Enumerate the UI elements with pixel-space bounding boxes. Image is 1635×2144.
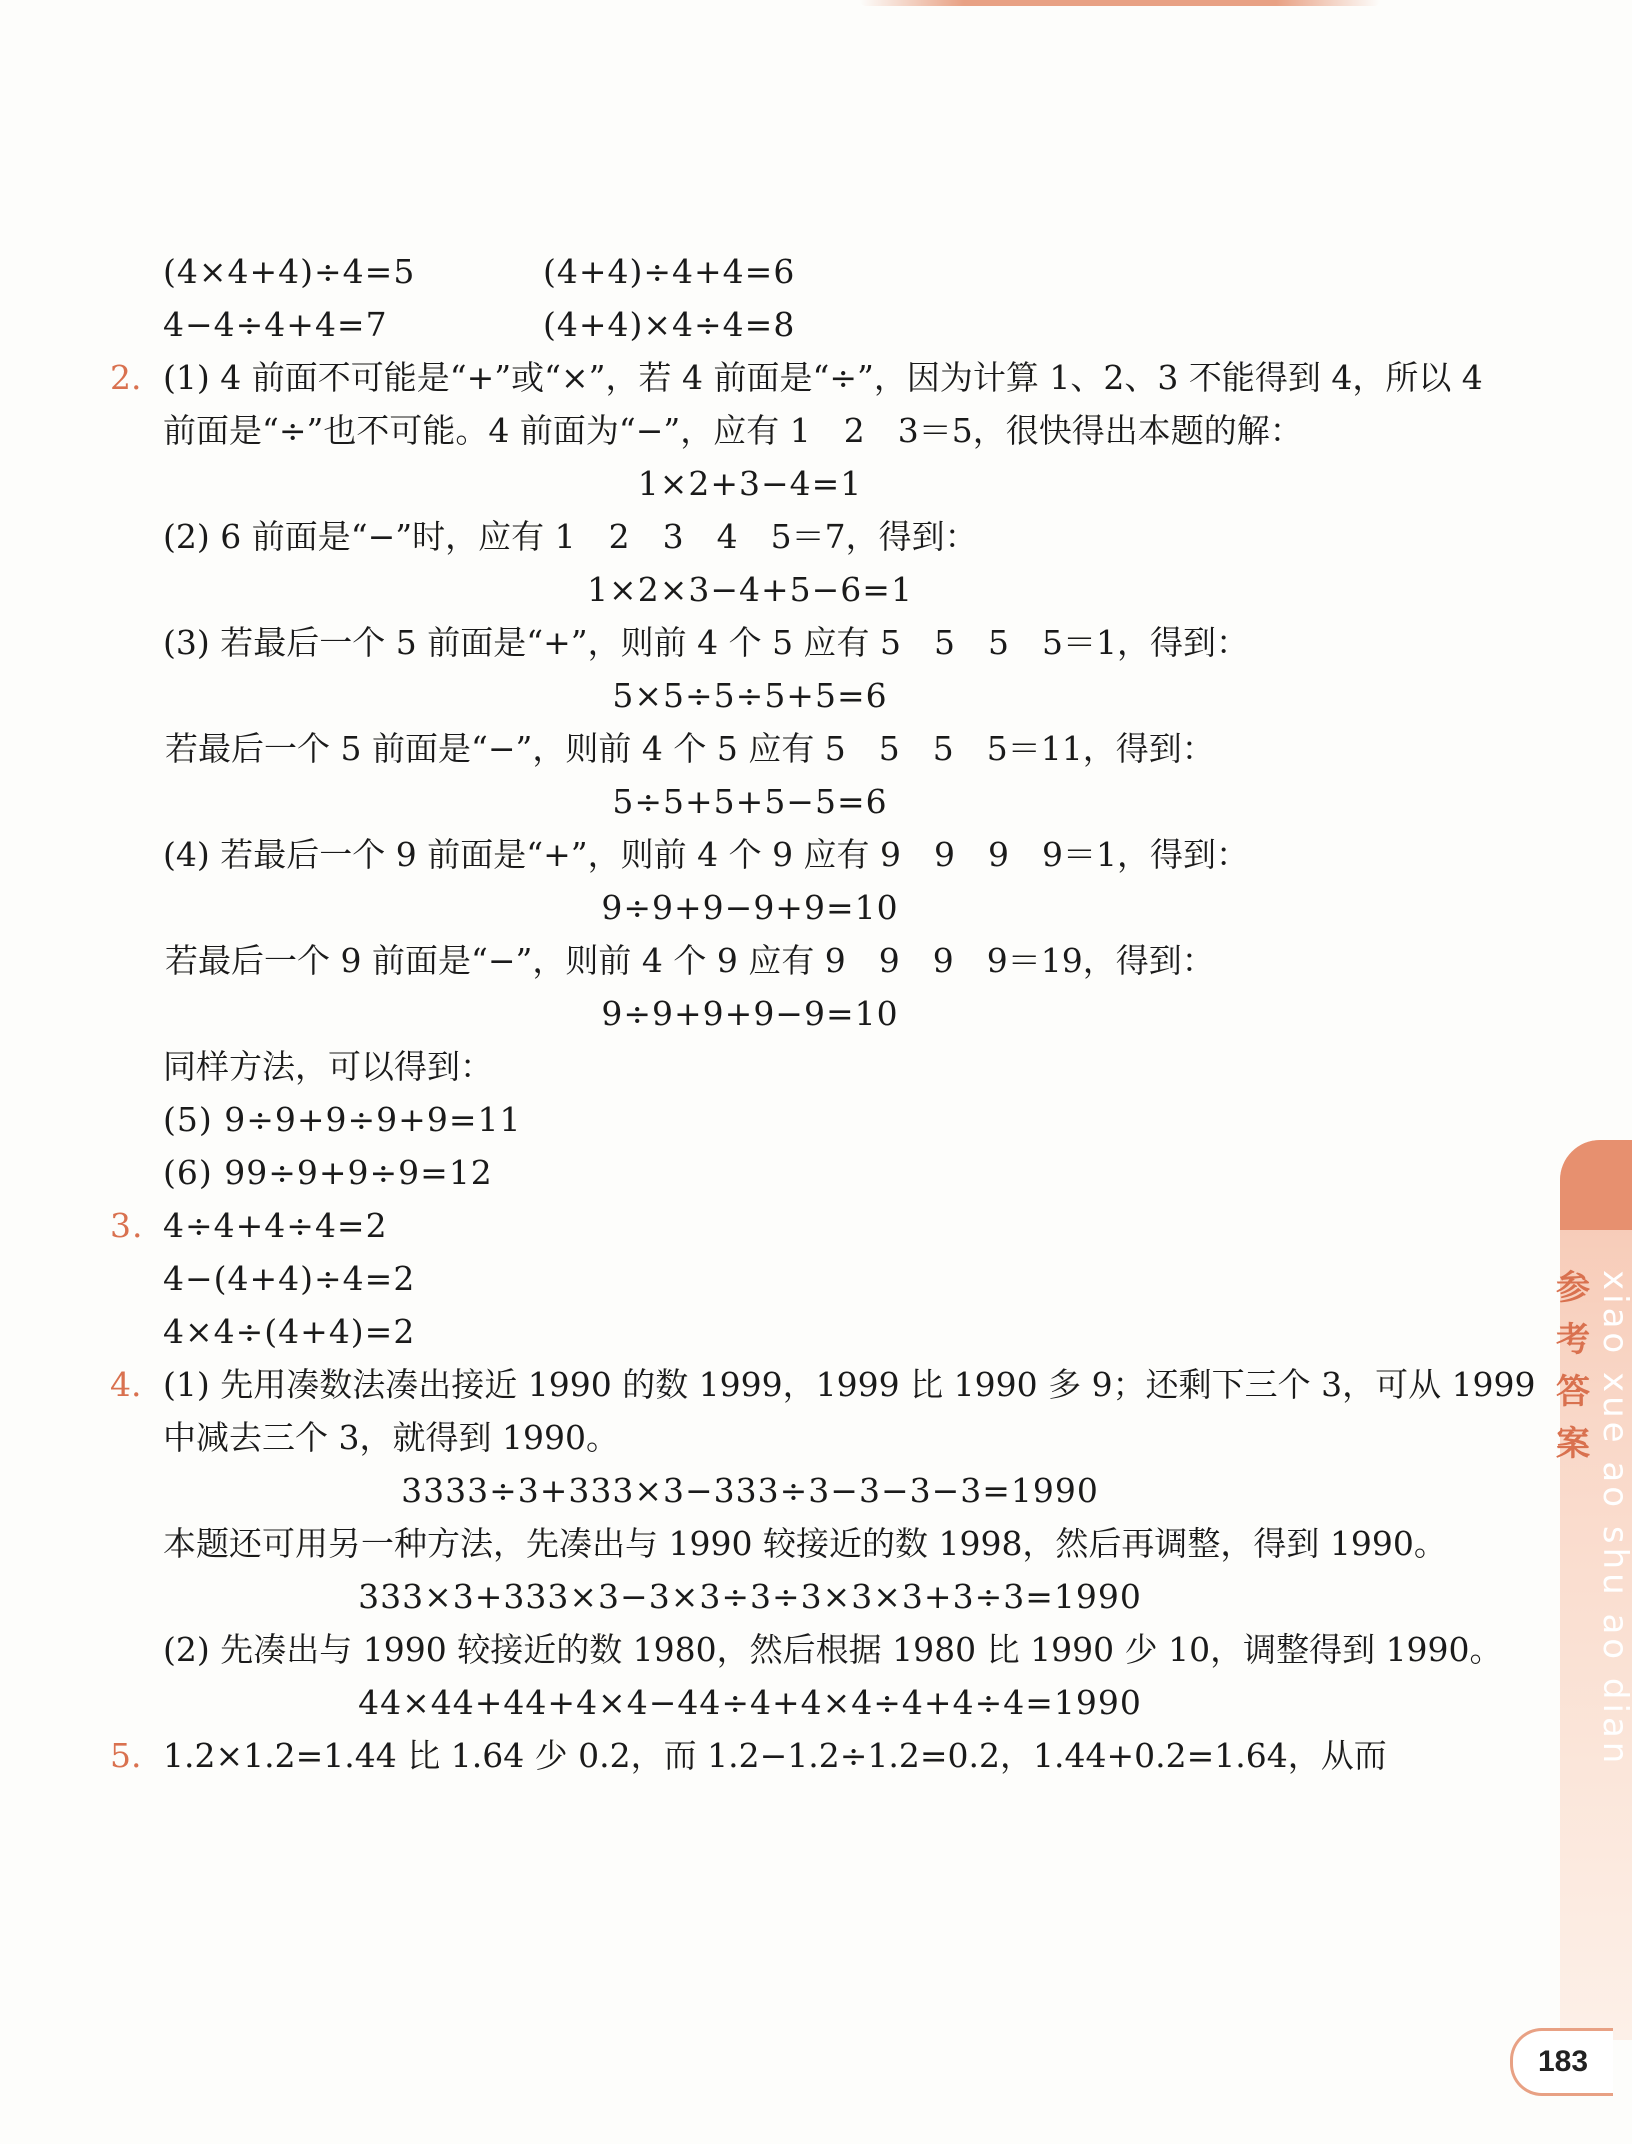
question-2-line xyxy=(110,351,1483,404)
formula-line: 5÷5+5+5−5=6 xyxy=(612,782,888,821)
text: (1) 先用凑数法凑出接近 1990 的数 1999，1999 比 1990 多 9；还剩下三个 3，可从 1999 xyxy=(163,1365,1536,1404)
page-number: 183 xyxy=(1510,2028,1613,2096)
formula-line: 9÷9+9−9+9=10 xyxy=(601,888,899,927)
side-tab-pinyin: xiao xue ao shu ao dian xyxy=(1595,1270,1635,1768)
formula: (4×4+4)÷4=5 xyxy=(163,252,416,291)
text: (1) 4 前面不可能是“+”或“×”，若 4 前面是“÷”，因为计算 1、2、3 不能得到 4，所以 4 xyxy=(163,358,1483,397)
text-line: 若最后一个 5 前面是“−”，则前 4 个 5 应有 5 5 5 5＝11，得到： xyxy=(165,729,1215,768)
line-formula-pair xyxy=(110,245,1480,298)
question-number: 5. xyxy=(110,1736,142,1775)
side-tab-head xyxy=(1560,1140,1632,1230)
formula-line: 44×44+44+4×4−44÷4+4×4÷4+4÷4=1990 xyxy=(358,1683,1142,1722)
text-line: (4) 若最后一个 9 前面是“+”，则前 4 个 9 应有 9 9 9 9＝1，得到： xyxy=(163,835,1250,874)
text-line: 中减去三个 3，就得到 1990。 xyxy=(163,1418,619,1457)
formula: (4+4)÷4+4=6 xyxy=(543,252,796,291)
question-5-line xyxy=(110,1729,1480,1782)
question-number: 2. xyxy=(110,358,142,397)
formula: 4÷4+4÷4=2 xyxy=(163,1206,388,1245)
formula-line: 3333÷3+333×3−333÷3−3−3−3=1990 xyxy=(401,1471,1099,1510)
text: 1.2×1.2=1.44 比 1.64 少 0.2，而 1.2−1.2÷1.2=0.2，1.44+0.2=1.64，从而 xyxy=(163,1736,1387,1775)
formula-line: 1×2×3−4+5−6=1 xyxy=(587,570,913,609)
formula-line: 4−(4+4)÷4=2 xyxy=(163,1259,416,1298)
formula-line: 5×5÷5÷5+5=6 xyxy=(612,676,888,715)
question-4-line xyxy=(110,1358,1536,1411)
formula-line: 333×3+333×3−3×3÷3÷3×3×3+3÷3=1990 xyxy=(358,1577,1142,1616)
text-line: 本题还可用另一种方法，先凑出与 1990 较接近的数 1998，然后再调整，得到 1990。 xyxy=(163,1524,1447,1563)
side-tab-char: 答 xyxy=(1556,1372,1590,1412)
formula: 4−4÷4+4=7 xyxy=(163,305,388,344)
text-line: 前面是“÷”也不可能。4 前面为“−”，应有 1 2 3＝5，很快得出本题的解： xyxy=(163,411,1303,450)
top-decoration xyxy=(860,0,1380,6)
formula: (4+4)×4÷4=8 xyxy=(543,305,796,344)
side-tab-char: 案 xyxy=(1556,1424,1590,1464)
formula-line: 1×2+3−4=1 xyxy=(637,464,863,503)
side-tab-label xyxy=(1556,1262,1596,1470)
side-tab-char: 参 xyxy=(1556,1268,1590,1308)
formula-line: 9÷9+9+9−9=10 xyxy=(601,994,899,1033)
question-number: 4. xyxy=(110,1365,142,1404)
formula-line: (6) 99÷9+9÷9=12 xyxy=(163,1153,493,1192)
answer-content xyxy=(110,245,1536,1782)
question-number: 3. xyxy=(110,1206,144,1245)
line-formula-pair xyxy=(110,298,1480,351)
text-line: (3) 若最后一个 5 前面是“+”，则前 4 个 5 应有 5 5 5 5＝1，得到： xyxy=(163,623,1250,662)
question-3-line xyxy=(110,1199,1480,1252)
side-tab-char: 考 xyxy=(1556,1320,1590,1360)
formula-line: (5) 9÷9+9÷9+9=11 xyxy=(163,1100,522,1139)
text-line: 同样方法，可以得到： xyxy=(163,1047,493,1086)
text-line: 若最后一个 9 前面是“−”，则前 4 个 9 应有 9 9 9 9＝19，得到： xyxy=(165,941,1215,980)
formula-line: 4×4÷(4+4)=2 xyxy=(163,1312,416,1351)
text-line: (2) 6 前面是“−”时，应有 1 2 3 4 5＝7，得到： xyxy=(163,517,978,556)
text-line: (2) 先凑出与 1990 较接近的数 1980，然后根据 1980 比 1990 少 10，调整得到 1990。 xyxy=(163,1630,1503,1669)
